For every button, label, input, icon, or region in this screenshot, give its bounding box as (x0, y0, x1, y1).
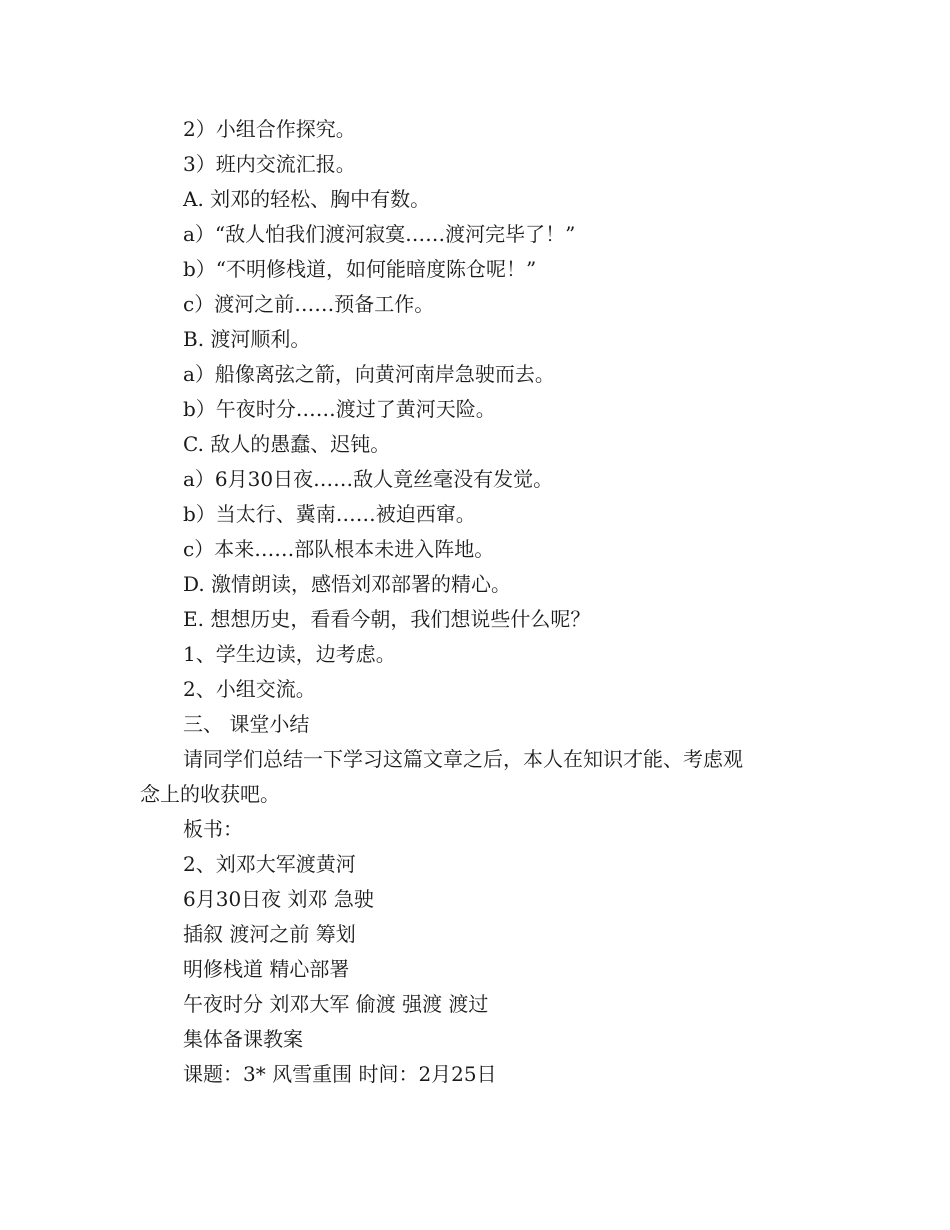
text-line: 3）班内交流汇报。 (183, 152, 356, 176)
document-body (0, 112, 950, 1092)
text-line: 2、刘邓大军渡黄河 (183, 852, 356, 876)
text-line: A. 刘邓的轻松、胸中有数。 (183, 187, 431, 211)
paragraph-line: 念上的收获吧。 (140, 782, 280, 806)
text-line: 6月30日夜 刘邓 急驶 (183, 887, 374, 911)
text-line: a）6月30日夜……敌人竟丝毫没有发觉。 (183, 467, 554, 491)
section-heading: 三、 课堂小结 (183, 712, 310, 736)
text-line: C. 敌人的愚蠢、迟钝。 (183, 432, 391, 456)
text-line: c）渡河之前……预备工作。 (183, 292, 435, 316)
text-line: 2）小组合作探究。 (183, 117, 356, 141)
text-line: 课题：3* 风雪重围 时间：2月25日 (183, 1062, 497, 1086)
text-line: a）船像离弦之箭，向黄河南岸急驶而去。 (183, 362, 555, 386)
text-line: 1、学生边读，边考虑。 (183, 642, 396, 666)
text-line: E. 想想历史，看看今朝，我们想说些什么呢？ (183, 607, 591, 631)
text-line: 明修栈道 精心部署 (183, 957, 350, 981)
text-line: D. 激情朗读，感悟刘邓部署的精心。 (183, 572, 512, 596)
text-line: a）“敌人怕我们渡河寂寞……渡河完毕了！” (183, 222, 576, 246)
text-line: 集体备课教案 (183, 1027, 303, 1051)
paragraph-line: 请同学们总结一下学习这篇文章之后，本人在知识才能、考虑观 (183, 747, 743, 771)
text-line: c）本来……部队根本未进入阵地。 (183, 537, 495, 561)
text-line: b）“不明修栈道，如何能暗度陈仓呢！” (183, 257, 537, 281)
text-line: 板书： (183, 817, 243, 841)
text-line: b）当太行、冀南……被迫西窜。 (183, 502, 476, 526)
text-line: b）午夜时分……渡过了黄河天险。 (183, 397, 496, 421)
text-line: 午夜时分 刘邓大军 偷渡 强渡 渡过 (183, 992, 489, 1016)
text-line: B. 渡河顺利。 (183, 327, 311, 351)
text-line: 2、小组交流。 (183, 677, 316, 701)
text-line: 插叙 渡河之前 筹划 (183, 922, 356, 946)
